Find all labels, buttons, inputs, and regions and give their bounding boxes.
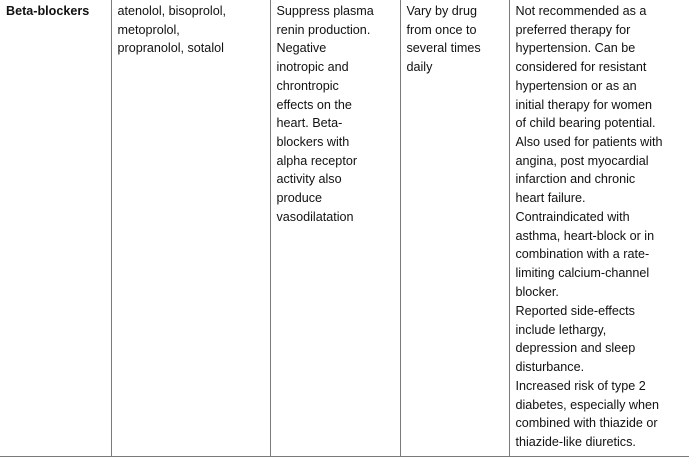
notes-line: considered for resistant (515, 60, 647, 75)
table-bottom-border (0, 456, 689, 457)
mechanism-line: inotropic and (276, 60, 349, 75)
mechanism-line: produce (276, 191, 323, 206)
notes-line: depression and sleep (515, 341, 636, 356)
examples-line: metoprolol, (117, 22, 180, 37)
notes-line: limiting calcium-channel (515, 266, 650, 281)
mechanism-line: activity also (276, 172, 342, 187)
notes-line: angina, post myocardial (515, 153, 649, 168)
notes-line: hypertension or as an (515, 78, 637, 93)
notes-line: blocker. (515, 284, 559, 299)
mechanism-line: Suppress plasma (276, 4, 374, 18)
notes-line: Also used for patients with (515, 134, 663, 149)
notes-paragraph-diabetes-risk (516, 377, 684, 452)
notes-line: Contraindicated with (515, 210, 630, 225)
dosing-line: from once to (406, 22, 477, 37)
notes-paragraph-indications (516, 2, 684, 208)
mechanism-line: alpha receptor (276, 153, 358, 168)
dosing-cell (400, 0, 509, 456)
notes-line: heart failure. (515, 191, 586, 206)
mechanism-line: chrontropic (276, 78, 339, 93)
notes-line: Reported side-effects (515, 303, 635, 318)
notes-paragraph-side-effects (516, 302, 684, 377)
drug-class-cell (0, 0, 111, 456)
notes-line: asthma, heart-block or in (515, 228, 655, 243)
notes-line: diabetes, especially when (515, 397, 660, 412)
notes-line: initial therapy for women (515, 97, 652, 112)
notes-line: of child bearing potential. (515, 116, 656, 131)
mechanism-line: effects on the (276, 97, 352, 112)
notes-line: include lethargy, (515, 322, 607, 337)
notes-line: Increased risk of type 2 (515, 378, 646, 393)
notes-line: infarction and chronic (515, 172, 636, 187)
dosing-line: Vary by drug (406, 4, 477, 18)
dosing-line: daily (406, 60, 433, 75)
notes-line: disturbance. (515, 359, 585, 374)
notes-cell (509, 0, 689, 456)
mechanism-line: blockers with (276, 134, 350, 149)
notes-line: combined with thiazide or (515, 416, 658, 431)
notes-paragraph-contraindications (516, 208, 684, 302)
notes-line: hypertension. Can be (515, 41, 636, 56)
drug-class-label: Beta-blockers (6, 4, 90, 18)
examples-line: atenolol, bisoprolol, (117, 4, 227, 18)
dosing-line: several times (406, 41, 481, 56)
examples-cell (111, 0, 270, 456)
mechanism-cell (270, 0, 400, 456)
mechanism-line: renin production. (276, 22, 371, 37)
notes-line: preferred therapy for (515, 22, 631, 37)
mechanism-line: Negative (276, 41, 327, 56)
mechanism-line: heart. Beta- (276, 116, 343, 131)
examples-line: propranolol, sotalol (117, 41, 224, 56)
notes-line: Not recommended as a (515, 4, 647, 18)
mechanism-line: vasodilatation (276, 209, 354, 224)
notes-line: thiazide-like diuretics. (515, 435, 636, 450)
notes-line: combination with a rate- (515, 247, 650, 262)
